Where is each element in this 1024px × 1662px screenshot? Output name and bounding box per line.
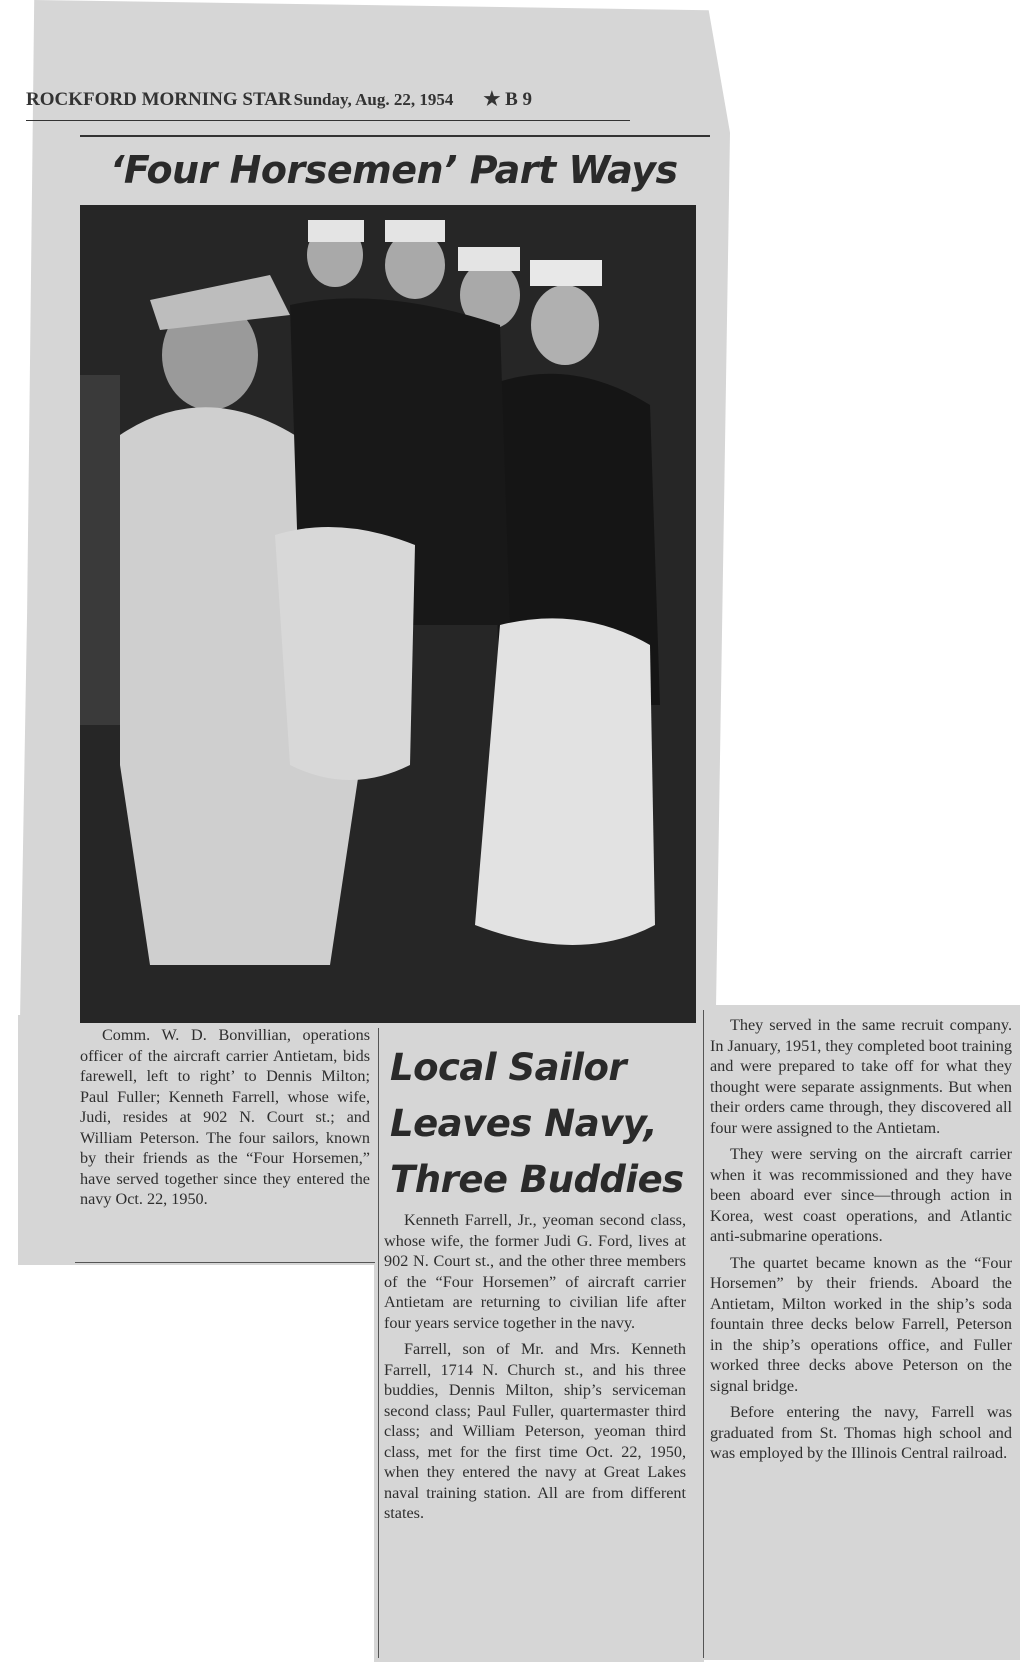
page-headline: ‘Four Horsemen’ Part Ways [110,148,678,192]
article-headline [390,1040,690,1208]
masthead-date: Sunday, Aug. 22, 1954 [293,90,454,109]
article-paragraph: They served in the same recruit company. In January, 1951, they completed boot training and were prepared to take off for what they thought were separate assignments. But when their orders came through, they discovered all four were assigned to the Antietam. [710,1016,1012,1137]
article-headline-line-1: Local Sailor [390,1046,627,1089]
caption-rule [75,1262,375,1263]
article-paragraph: Farrell, son of Mr. and Mrs. Kenneth Farrell, 1714 N. Church st., and his three buddies, Dennis Milton, ship’s serviceman second class; Paul Fuller, quartermaster third class; and William Peterson, yeoman third class, met for the first time Oct. 22, 1950, when they entered the navy at Great Lakes naval training station. All are from different states. [384,1340,686,1522]
column-divider-2 [703,1010,704,1658]
article-headline-line-3: Three Buddies [390,1158,684,1201]
masthead [26,88,638,114]
article-headline-line-2: Leaves Navy, [390,1102,658,1145]
article-column-1 [384,1210,686,1530]
masthead-paper-name: ROCKFORD MORNING STAR [26,89,292,110]
column-divider-1 [378,1028,379,1658]
article-paragraph: Kenneth Farrell, Jr., yeoman second class, whose wife, the former Judi G. Ford, lives at 902 N. Court st., and the other three members of the “Four Horsemen” of aircraft carrier Antietam are returning to civilian life after four years service together in the navy. [384,1211,686,1332]
masthead-rule [26,120,630,121]
photo-illustration [80,205,696,1023]
article-column-2 [710,1015,1012,1470]
article-paragraph: They were serving on the aircraft carrier when it was recommissioned and they have been aboard ever since—through action in Korea, west coast operations, and Atlantic anti-submarine operations. [710,1145,1012,1245]
article-paragraph: Before entering the navy, Farrell was graduated from St. Thomas high school and was employed by the Illinois Central railroad. [710,1403,1012,1462]
article-paragraph: The quartet became known as the “Four Horsemen” by their friends. Aboard the Antietam, Milton worked in the ship’s soda fountain three decks below Farrell, Peterson in the ship’s operations office, and Fuller worked three decks above Peterson on the signal bridge. [710,1253,1012,1395]
photo-caption: Comm. W. D. Bonvillian, operations officer of the aircraft carrier Antietam, bids farewell, left to right’ to Dennis Milton; Paul Fuller; Kenneth Farrell, whose wife, Judi, resides at 902 N. Court st.; and William Peterson. The four sailors, known by their friends as the “Four Horsemen,” have served together since they entered the navy Oct. 22, 1950. [80,1026,370,1208]
masthead-rule-long [80,135,710,137]
masthead-page: ★ B 9 [483,89,533,110]
news-photo [80,205,696,1023]
